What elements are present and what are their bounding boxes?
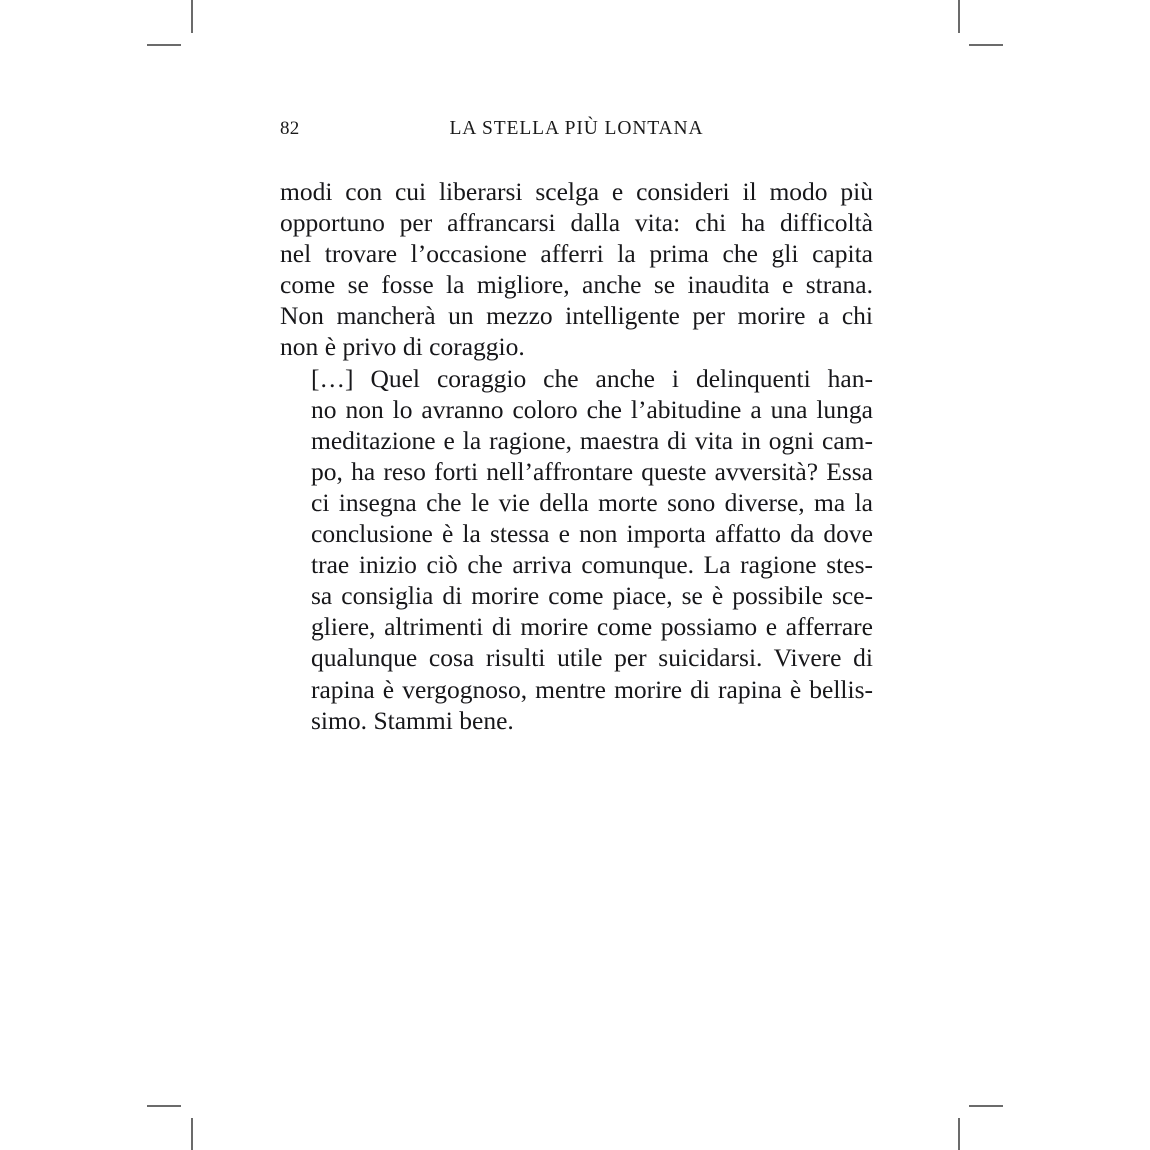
paragraph bbox=[280, 363, 873, 736]
text-line: modi con cui liberarsi scelga e consideri il modo più bbox=[280, 177, 873, 206]
crop-mark-bottom-left-vertical bbox=[191, 1118, 193, 1150]
text-line: meditazione e la ragione, maestra di vita in ogni cam- bbox=[311, 425, 873, 455]
crop-mark-top-left-vertical bbox=[191, 0, 193, 33]
text-line: po, ha reso forti nell’affrontare queste avversità? Essa bbox=[311, 456, 873, 486]
page-number: 82 bbox=[280, 118, 300, 139]
text-line: rapina è vergognoso, mentre morire di rapina è bellis- bbox=[311, 674, 873, 704]
text-line: nel trovare l’occasione afferri la prima che gli capita bbox=[280, 239, 873, 269]
text-line: sa consiglia di morire come piace, se è possibile sce- bbox=[311, 581, 873, 611]
running-head bbox=[280, 118, 873, 158]
crop-mark-bottom-right-vertical bbox=[958, 1118, 960, 1150]
text-line: trae inizio ciò che arriva comunque. La ragione stes- bbox=[311, 550, 873, 580]
crop-mark-bottom-right-horizontal bbox=[969, 1105, 1003, 1107]
crop-mark-top-right-horizontal bbox=[969, 44, 1003, 46]
crop-mark-bottom-left-horizontal bbox=[147, 1105, 181, 1107]
text-line: non è privo di coraggio. bbox=[280, 332, 525, 362]
text-line: no non lo avranno coloro che l’abitudine a una lunga bbox=[311, 394, 873, 424]
running-head-title: LA STELLA PIÙ LONTANA bbox=[449, 118, 704, 139]
text-line: qualunque cosa risulti utile per suicidarsi. Vivere di bbox=[311, 643, 873, 673]
text-line: conclusione è la stessa e non importa affatto da dove bbox=[311, 519, 873, 549]
crop-mark-top-right-vertical bbox=[958, 0, 960, 33]
text-line: gliere, altrimenti di morire come possiamo e afferrare bbox=[311, 612, 873, 642]
text-line: […] Quel coraggio che anche i delinquenti han- bbox=[311, 363, 873, 393]
text-block bbox=[280, 118, 873, 736]
text-line: opportuno per affrancarsi dalla vita: chi ha difficoltà bbox=[280, 208, 873, 238]
text-line: simo. Stammi bene. bbox=[311, 705, 514, 735]
paragraph bbox=[280, 176, 873, 363]
text-line: ci insegna che le vie della morte sono diverse, ma la bbox=[311, 487, 873, 517]
crop-mark-top-left-horizontal bbox=[147, 44, 181, 46]
text-line: come se fosse la migliore, anche se inaudita e strana. bbox=[280, 270, 873, 300]
body-copy bbox=[280, 176, 873, 736]
text-line: Non mancherà un mezzo intelligente per morire a chi bbox=[280, 301, 873, 331]
